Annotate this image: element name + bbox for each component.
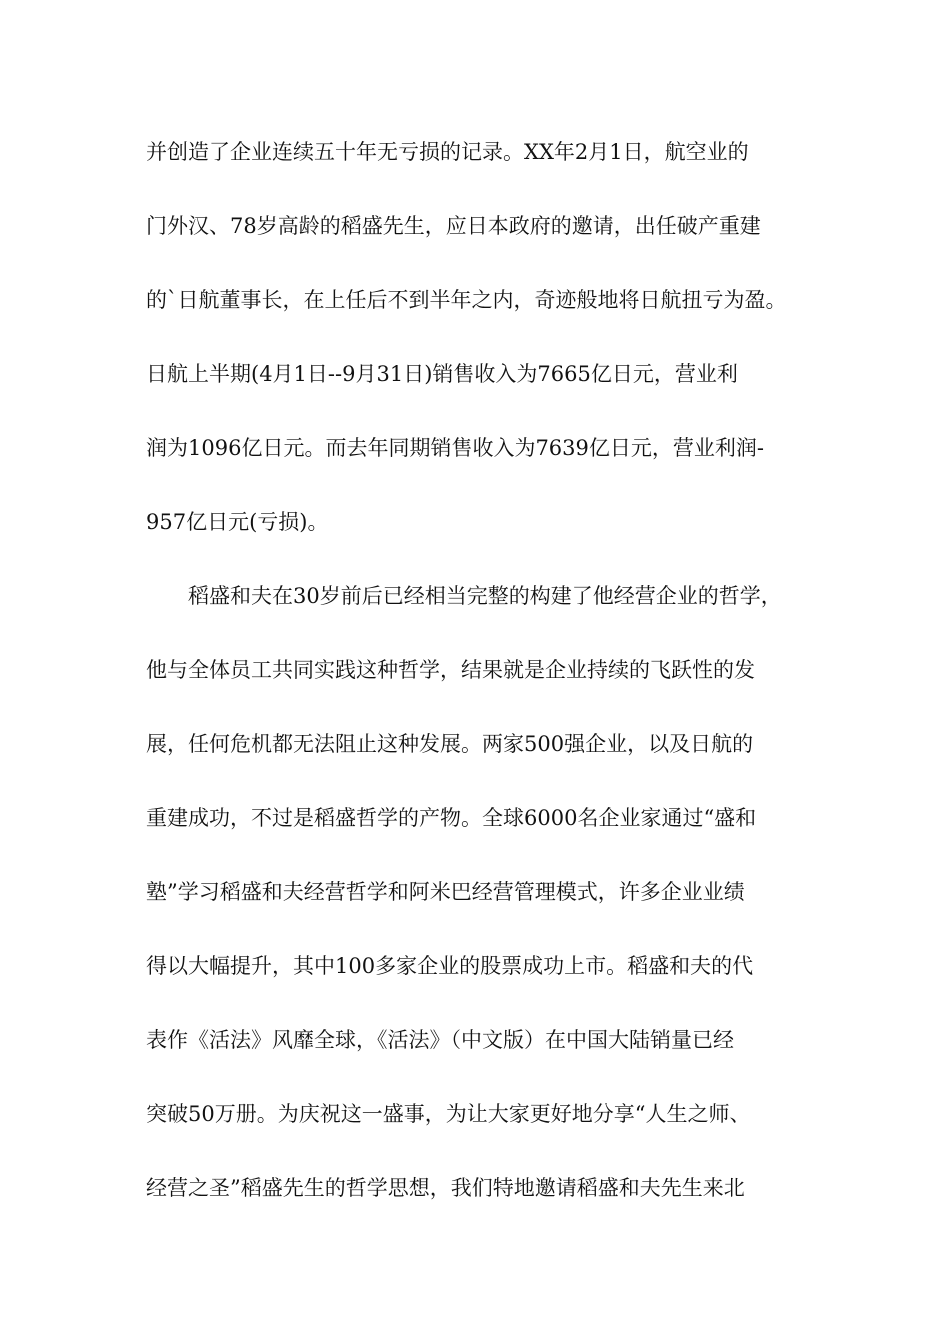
paragraph-2-line-6: 得以大幅提升，其中100多家企业的股票成功上市。稻盛和夫的代 <box>146 954 754 978</box>
paragraph-2-line-3: 展，任何危机都无法阻止这种发展。两家500强企业，以及日航的 <box>146 732 754 756</box>
paragraph-1-line-6: 957亿日元(亏损)。 <box>146 510 329 534</box>
paragraph-1-line-2: 门外汉、78岁高龄的稻盛先生，应日本政府的邀请，出任破产重建 <box>146 214 761 238</box>
paragraph-1-line-3: 的`日航董事长，在上任后不到半年之内，奇迹般地将日航扭亏为盈。 <box>146 288 787 312</box>
paragraph-1-line-4: 日航上半期(4月1日--9月31日)销售收入为7665亿日元，营业利 <box>146 362 738 386</box>
paragraph-2-line-5: 塾”学习稻盛和夫经营哲学和阿米巴经营管理模式，许多企业业绩 <box>146 880 745 904</box>
paragraph-2-line-7: 表作《活法》风靡全球，《活法》（中文版）在中国大陆销量已经 <box>146 1028 734 1052</box>
paragraph-2-line-2: 他与全体员工共同实践这种哲学，结果就是企业持续的飞跃性的发 <box>146 658 755 682</box>
paragraph-1-line-1: 并创造了企业连续五十年无亏损的记录。XX年2月1日，航空业的 <box>146 140 749 164</box>
body-text <box>146 132 818 1242</box>
paragraph-2-line-8: 突破50万册。为庆祝这一盛事，为让大家更好地分享“人生之师、 <box>146 1102 751 1126</box>
paragraph-2-line-4: 重建成功，不过是稻盛哲学的产物。全球6000名企业家通过“盛和 <box>146 806 757 830</box>
paragraph-1-line-5: 润为1096亿日元。而去年同期销售收入为7639亿日元，营业利润- <box>146 436 764 460</box>
paragraph-2-line-1: 稻盛和夫在30岁前后已经相当完整的构建了他经营企业的哲学， <box>188 584 782 608</box>
paragraph-2-line-9: 经营之圣”稻盛先生的哲学思想，我们特地邀请稻盛和夫先生来北 <box>146 1176 745 1200</box>
